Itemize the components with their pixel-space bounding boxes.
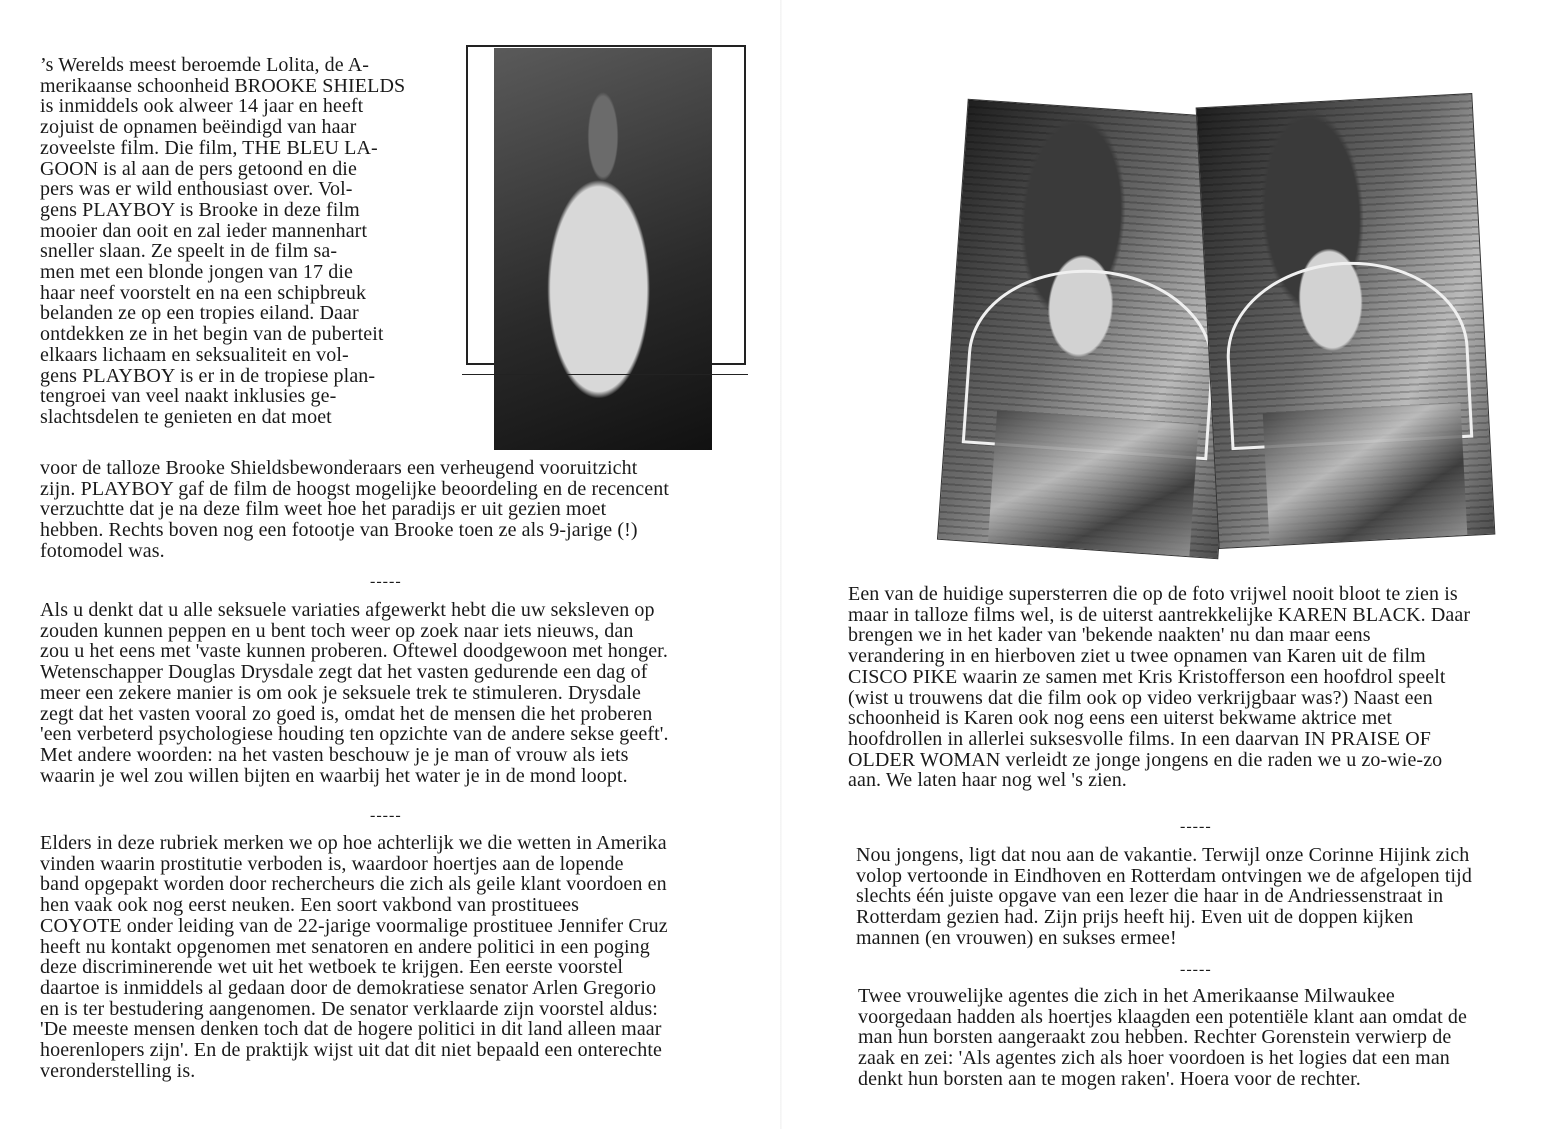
- coyote-article: Elders in deze rubriek merken we op hoe achterlijk we die wetten in Amerika vinden waarin prostitutie verboden is, waardoor hoertjes aan de lopende band opgepakt worden door rechercheurs die zich als geile klant voordoen en hen vaak ook nog eerst neuken. Een soort vakbond van prostituees COYOTE onder leiding van de 22-jarige voormalige prostituee Jennifer Cruz heeft nu kontakt opgenomen met senatoren en andere politici in een poging deze discriminerende wet uit het wetboek te krijgen. Een eerste voorstel daartoe is inmiddels al gedaan door de demokratiese senator Arlen Gregorio en is ter bestudering aangenomen. De senator verklaarde zijn voorstel aldus: 'De meeste mensen denken toch dat de hogere politici in dit land alleen maar hoerenlopers zijn'. En de praktijk wijst uit dat dit niet bepaald een onterechte veronderstelling is.: [40, 832, 668, 1082]
- corinne-hijink-article: Nou jongens, ligt dat nou aan de vakantie. Terwijl onze Corinne Hijink zich volop vertoonde in Eindhoven en Rotterdam ontvingen we de afgelopen tijd slechts één juiste opgave van een lezer die haar in de Andriessenstraat in Rotterdam gezien had. Zijn prijs heeft hij. Even uit de doppen kijken mannen (en vrouwen) en sukses ermee!: [856, 844, 1472, 949]
- drapery-detail: [988, 411, 1198, 557]
- photo-caption-rule: [462, 374, 748, 375]
- section-separator: -----: [1180, 961, 1212, 978]
- section-separator: -----: [370, 573, 402, 590]
- brooke-shields-article-intro: ’s Werelds meest beroemde Lolita, de A- merikaanse schoonheid BROOKE SHIELDS is inmiddels ook alweer 14 jaar en heeft zojuist de opnamen beëindigd van haar zoveelste film. Die film, THE BLEU LA- GOON is al aan de pers getoond en die pers was er wild enthousiast over. Vol- gens PLAYBOY is Brooke in deze film mooier dan ooit en zal ieder mannenhart sneller slaan. Ze speelt in de film sa- men met een blonde jongen van 17 die haar neef voorstelt en na een schipbreuk belanden ze op een tropies eiland. Daar ontdekken ze in het begin van de puberteit elkaars lichaam en seksualiteit en vol- gens PLAYBOY is er in de tropiese plan- tengroei van veel naakt inklusies ge- slachtsdelen te genieten en dat moet: [40, 54, 406, 428]
- brooke-shields-photo: [494, 48, 712, 450]
- section-separator: -----: [370, 807, 402, 824]
- karen-black-article: Een van de huidige supersterren die op de foto vrijwel nooit bloot te zien is maar in talloze films wel, is de uiterst aantrekkelijke KAREN BLACK. Daar brengen we in het kader van 'bekende naakten' nu dan maar eens verandering in en hierboven ziet u twee opnamen van Karen uit de film CISCO PIKE waarin ze samen met Kris Kristofferson een hoofdrol speelt (wist u trouwens dat die film ook op video verkrijgbaar was?) Naast een schoonheid is Karen ook nog eens een uiterst bekwame aktrice met hoofdrollen in allerlei suksesvolle films. In een daarvan IN PRAISE OF OLDER WOMAN verleidt ze jonge jongens en die raden we u zo-wie-zo aan. We laten haar nog wel 's zien.: [848, 583, 1471, 792]
- drapery-detail: [1262, 403, 1467, 545]
- milwaukee-article: Twee vrouwelijke agentes die zich in het Amerikaanse Milwaukee voorgedaan hadden als hoertjes klaagden een potentiële klant aan omdat de man hun borsten aangeraakt zou hebben. Rechter Gorenstein verwierp de zaak en zei: 'Als agentes zich als hoer voordoen is het logies dat een man denkt hun borsten aan te mogen raken'. Hoera voor de rechter.: [858, 985, 1467, 1090]
- right-page: [782, 0, 1564, 1129]
- karen-black-photo-right: [1196, 93, 1496, 549]
- vasten-article: Als u denkt dat u alle seksuele variaties afgewerkt hebt die uw seksleven op zouden kunnen peppen en u bent toch weer op zoek naar iets nieuws, dan zou u het eens met 'vaste kunnen proberen. Oftewel doodgewoon met honger. Wetenschapper Douglas Drysdale zegt dat het vasten gedurende een dag of meer een zekere manier is om ook je seksuele trek te stimuleren. Drysdale zegt dat het vasten vooral zo goed is, omdat het de mensen die het proberen 'een verbeterd psychologiese houding ten opzichte van de andere sekse geeft'. Met andere woorden: na het vasten beschouw je je man of vrouw als iets waarin je wel zou willen bijten en waarbij het water je in de mond loopt.: [40, 599, 669, 787]
- section-separator: -----: [1180, 818, 1212, 835]
- brooke-shields-article-continued: voor de talloze Brooke Shieldsbewonderaars een verheugend vooruitzicht zijn. PLAYBOY gaf de film de hoogst mogelijke beoordeling en de recencent verzuchtte dat je na deze film weet hoe het paradijs er uit gezien moet hebben. Rechts boven nog een fotootje van Brooke toen ze als 9-jarige (!) fotomodel was.: [40, 457, 669, 562]
